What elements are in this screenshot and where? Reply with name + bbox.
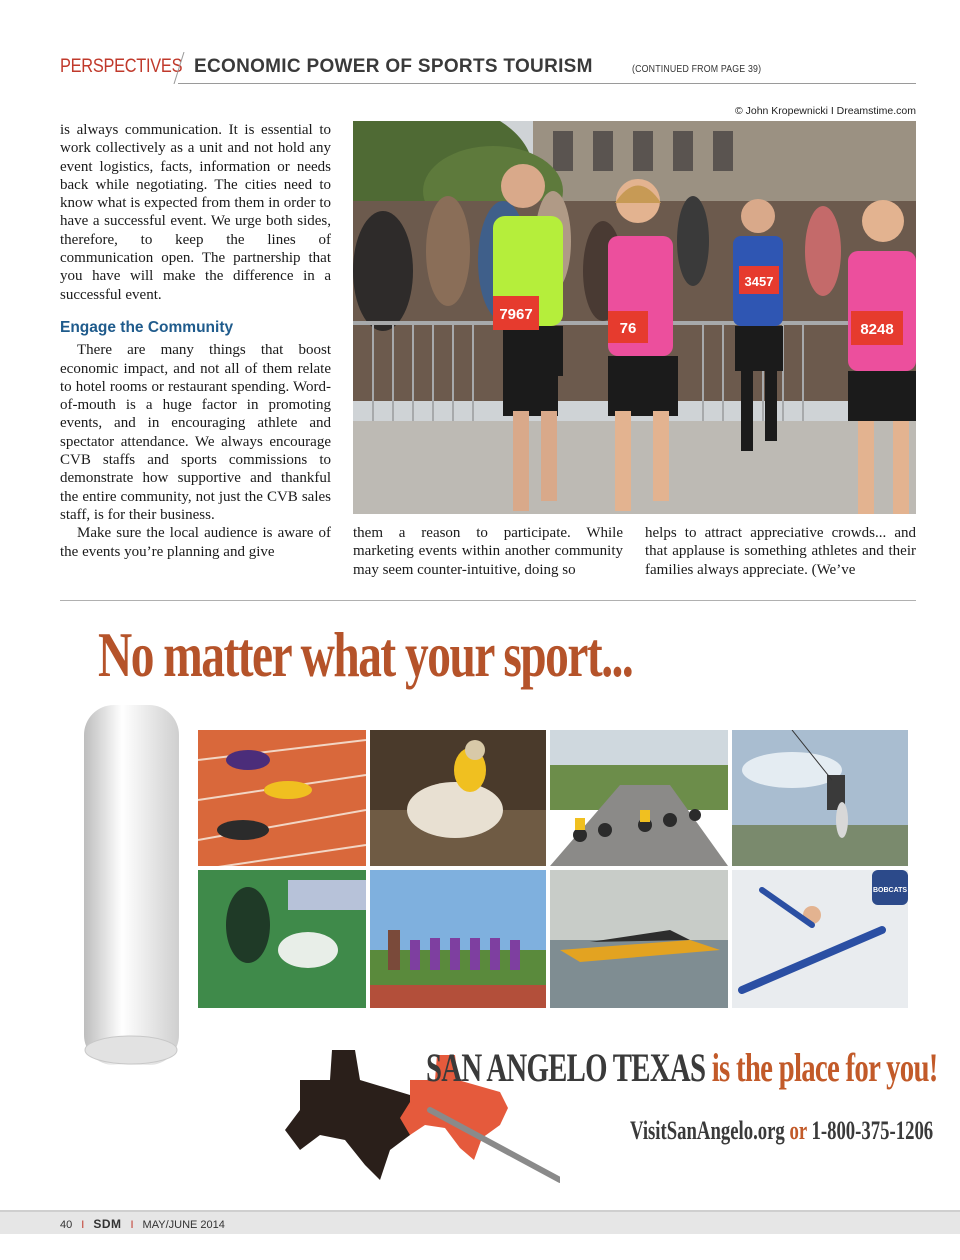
page-number: 40 [60, 1219, 73, 1231]
paragraph: helps to attract appreciative crowds... and that applause is something athletes and their families always appreciate. (We’ve [645, 525, 916, 578]
section-divider [60, 600, 916, 601]
subheading: Engage the Community [60, 318, 234, 336]
sport-tile [198, 730, 366, 866]
marathon-photo [353, 121, 916, 514]
paragraph: them a reason to participate. While marketing events within another community may seem counter-intuitive, doing so [353, 525, 623, 578]
sport-tile [370, 870, 546, 1008]
footer-separator: I [130, 1219, 134, 1231]
page-footer [0, 1210, 960, 1234]
banner-text: BOBCATS [872, 887, 908, 894]
sports-photo-grid [198, 730, 908, 1008]
header-slash [172, 52, 186, 84]
sport-tile [550, 730, 728, 866]
phone-number: 1-800-375-1206 [811, 1116, 934, 1145]
rolled-paper-graphic [74, 705, 194, 1065]
ad-headline: No matter what your sport... [98, 619, 633, 690]
section-label: PERSPECTIVES [60, 56, 183, 77]
header-rule [178, 83, 916, 84]
tagline-message: is the place for you! [711, 1045, 938, 1090]
issue-date: MAY/JUNE 2014 [142, 1219, 225, 1231]
article-column-1 [60, 121, 331, 561]
article-column-2 [353, 524, 623, 579]
bib-number: 3457 [744, 274, 774, 289]
sport-tile [732, 730, 908, 866]
ad-tagline [426, 1044, 938, 1091]
tagline-location: SAN ANGELO TEXAS [426, 1045, 706, 1090]
paragraph: There are many things that boost economic impact, and not all of them relate to hotel rooms or restaurant spending. Word-of-mouth is a huge factor in promoting events, and in encouraging athlete and spectator attendance. We always encourage CVB staffs and sports commissions to demonstrate how supportive and thankful the entire community, not just the CVB sales staff, is for their business. [60, 342, 331, 523]
paragraph: Make sure the local audience is aware of the events you’re planning and give [60, 525, 331, 560]
bib-number: 7967 [499, 306, 533, 323]
magazine-name: SDM [93, 1217, 122, 1231]
sport-tile [732, 870, 908, 1008]
advertisement [60, 610, 938, 1190]
bib-number: 76 [619, 320, 637, 337]
ad-contact [630, 1116, 933, 1146]
sport-tile [198, 870, 366, 1008]
footer-separator: I [81, 1219, 85, 1231]
sport-tile [370, 730, 546, 866]
article-title: ECONOMIC POWER OF SPORTS TOURISM [194, 56, 593, 77]
contact-or: or [789, 1116, 807, 1145]
paragraph: is always communication. It is essential to work collectively as a unit and not hold any event logistics, facts, information or needs back while negotiating. The cities need to know what is expected from them in order to have a successful event. We urge both sides, therefore, to keep the lines of communication open. The partnership that you have will make the difference in a successful event. [60, 122, 331, 303]
photo-credit: © John Kropewnicki I Dreamstime.com [734, 105, 916, 117]
page-header [60, 50, 916, 86]
bib-number: 8248 [860, 321, 894, 338]
sport-tile [550, 870, 728, 1008]
article-column-3 [645, 524, 916, 579]
website-link[interactable]: VisitSanAngelo.org [630, 1116, 785, 1145]
continued-note: (CONTINUED FROM PAGE 39) [632, 64, 762, 75]
